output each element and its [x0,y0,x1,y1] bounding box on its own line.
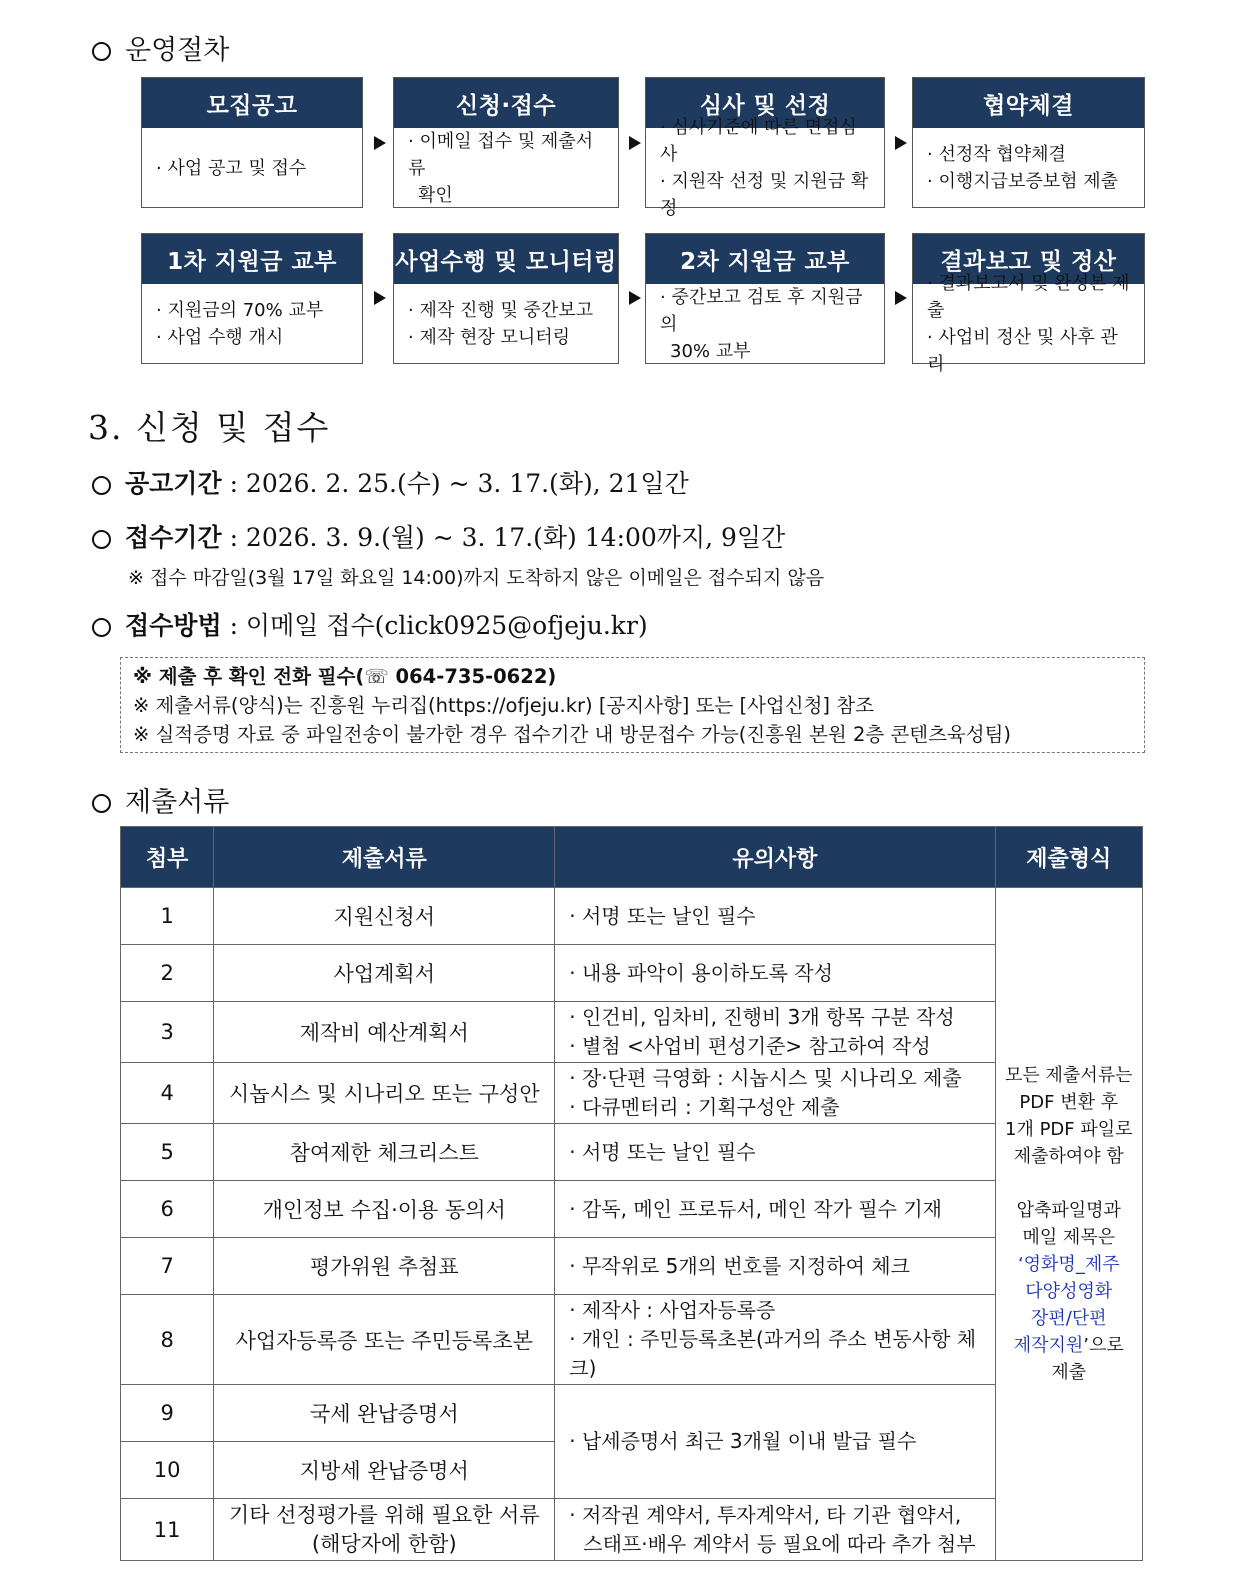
confirm-call-note: ※ 제출 후 확인 전화 필수(☏ 064-735-0622) [133,665,557,688]
process-step-3 [645,77,885,219]
process-step-7 [645,233,885,364]
notice-period: 공고기간 : 2026. 2. 25.(수) ~ 3. 17.(화), 21일간 [92,464,689,500]
table-row: 9 국세 완납증명서 · 납세증명서 최근 3개월 이내 발급 필수 [121,1385,1143,1442]
table-row: 4 시놉시스 및 시나리오 또는 구성안 · 장·단편 극영화 : 시놉시스 및 시나리오 제출 · 다큐멘터리 : 기획구성안 제출 [121,1063,1143,1124]
table-row: 6 개인정보 수집·이용 동의서 · 감독, 메인 프로듀서, 메인 작가 필수 기재 [121,1181,1143,1238]
process-step-2 [393,77,619,208]
process-step-line: 30% 교부 [670,340,751,362]
process-step-5 [141,233,363,364]
header-attach: 첨부 [121,827,214,888]
process-step-line: · 중간보고 검토 후 지원금의 [660,286,863,335]
process-step-4 [912,77,1145,208]
process-step-line: · 선정작 협약체결 [927,144,1066,165]
arrow-right-icon [629,291,641,305]
visit-submission-note: ※ 실적증명 자료 중 파일전송이 불가한 경우 접수기간 내 방문접수 가능(진흥원 본원 2층 콘텐츠육성팀) [133,723,1012,746]
header-notes: 유의사항 [555,827,995,888]
process-step-line: · 심사기준에 따른 면접심사 [660,117,857,165]
process-step-8 [912,233,1145,375]
circle-bullet-icon [92,794,111,813]
process-step-line: · 이행지급보증보험 제출 [927,171,1119,192]
process-step-title: 사업수행 및 모니터링 [394,234,618,284]
receipt-method: 접수방법 : 이메일 접수(click0925@ofjeju.kr) [92,606,648,642]
circle-bullet-icon [92,530,111,549]
process-step-line: 확인 [418,184,453,206]
process-step-title: 모집공고 [142,78,362,128]
forms-reference-note: ※ 제출서류(양식)는 진흥원 누리집(https://ofjeju.kr) [공지사항] 또는 [사업신청] 참조 [133,694,874,717]
process-step-line: · 사업비 정산 및 사후 관리 [927,327,1118,375]
process-step-line: · 사업 공고 및 접수 [156,157,307,179]
table-row: 3 제작비 예산계획서 · 인건비, 임차비, 진행비 3개 항목 구분 작성 · 별첨 <사업비 편성기준> 참고하여 작성 [121,1002,1143,1063]
process-step-title: 협약체결 [913,78,1144,128]
documents-table [120,826,1143,1561]
process-step-title: 1차 지원금 교부 [142,234,362,284]
arrow-right-icon [895,291,907,305]
notice-box [120,657,1145,753]
table-row: 11 기타 선정평가를 위해 필요한 서류 (해당자에 한함) · 저작권 계약서, 투자계약서, 타 기관 협약서, 스태프·배우 계약서 등 필요에 따라 추가 첨부 [121,1499,1143,1561]
process-step-line: · 지원금의 70% 교부 [156,300,324,321]
table-header-row [121,827,1143,888]
process-step-title: 2차 지원금 교부 [646,234,884,284]
documents-heading: 제출서류 [92,780,229,819]
arrow-right-icon [374,291,386,305]
process-step-title: 심사 및 선정 [646,78,884,128]
section-title: 3. 신청 및 접수 [88,408,331,447]
arrow-right-icon [629,136,641,150]
process-step-line: · 사업 수행 개시 [156,327,284,348]
table-row: 1 지원신청서 · 서명 또는 날인 필수 모든 제출서류는 PDF 변환 후 1개 PDF 파일로 제출하여야 함 압축파일명과 메일 제목은 ‘영화명_제주 다양성영화 장편/단편 제작지원’으로 제출 [121,888,1143,945]
circle-bullet-icon [92,476,111,495]
table-row: 2 사업계획서 · 내용 파악이 용이하도록 작성 [121,945,1143,1002]
process-step-line: · 이메일 접수 및 제출서류 [408,130,594,179]
receipt-period: 접수기간 : 2026. 3. 9.(월) ~ 3. 17.(화) 14:00까지, 9일간 [92,518,785,554]
table-row: 10 지방세 완납증명서 [121,1442,1143,1499]
process-step-line: · 지원작 선정 및 지원금 확정 [660,171,869,219]
arrow-right-icon [895,136,907,150]
process-step-title: 결과보고 및 정산 [913,234,1144,284]
circle-bullet-icon [92,42,111,61]
format-cell: 모든 제출서류는 PDF 변환 후 1개 PDF 파일로 제출하여야 함 압축파일명과 메일 제목은 ‘영화명_제주 다양성영화 장편/단편 제작지원’으로 제출 [995,888,1142,1561]
header-format: 제출형식 [995,827,1142,888]
process-step-1 [141,77,363,208]
procedure-heading: 운영절차 [92,28,229,67]
table-row: 8 사업자등록증 또는 주민등록초본 · 제작사 : 사업자등록증 · 개인 : 주민등록초본(과거의 주소 변동사항 체크) [121,1295,1143,1385]
process-step-line: · 결과보고서 및 완성본 제출 [927,273,1130,321]
process-step-title: 신청·접수 [394,78,618,128]
process-step-6 [393,233,619,364]
receipt-note: ※ 접수 마감일(3월 17일 화요일 14:00)까지 도착하지 않은 이메일은 접수되지 않음 [128,567,825,589]
header-document: 제출서류 [214,827,555,888]
process-step-line: · 제작 현장 모니터링 [408,327,570,348]
table-row: 7 평가위원 추첨표 · 무작위로 5개의 번호를 지정하여 체크 [121,1238,1143,1295]
table-row: 5 참여제한 체크리스트 · 서명 또는 날인 필수 [121,1124,1143,1181]
process-step-line: · 제작 진행 및 중간보고 [408,300,594,321]
arrow-right-icon [374,136,386,150]
circle-bullet-icon [92,618,111,637]
